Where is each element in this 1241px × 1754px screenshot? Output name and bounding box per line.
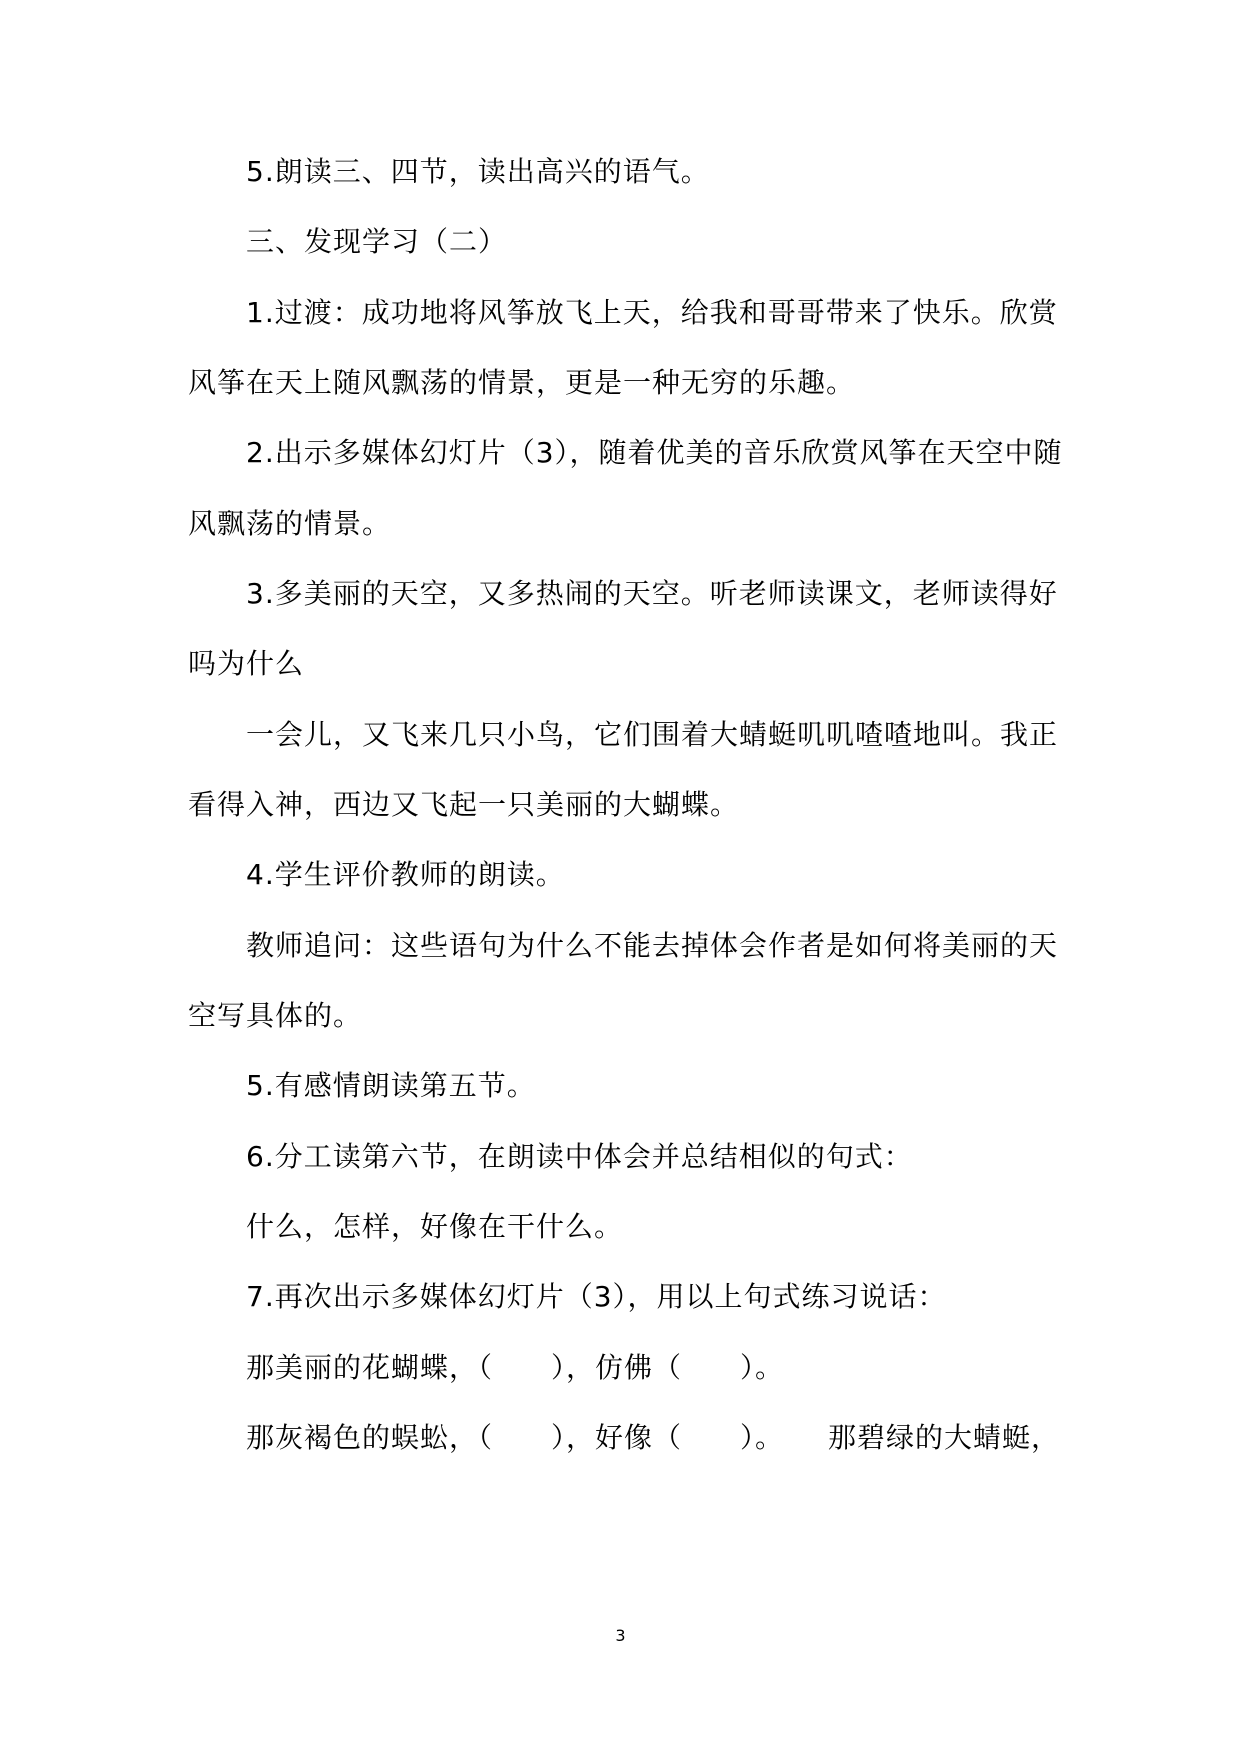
- page-number: 3: [615, 1626, 626, 1645]
- paragraph-line: 那灰褐色的蜈蚣，（ ），好像（ ）。 那碧绿的大蜻蜓，: [246, 1421, 1061, 1454]
- paragraph-line: 5.有感情朗读第五节。: [246, 1069, 536, 1102]
- paragraph-line: 3.多美丽的天空，又多热闹的天空。听老师读课文，老师读得好: [246, 577, 1058, 610]
- paragraph-line: 教师追问：这些语句为什么不能去掉体会作者是如何将美丽的天: [246, 929, 1059, 962]
- section-heading: 三、发现学习（二）: [246, 225, 508, 258]
- paragraph-line: 风筝在天上随风飘荡的情景，更是一种无穷的乐趣。: [188, 366, 856, 399]
- paragraph-line: 那美丽的花蝴蝶，（ ），仿佛（ ）。: [246, 1351, 785, 1384]
- paragraph-line: 5.朗读三、四节，读出高兴的语气。: [246, 155, 710, 188]
- paragraph-line: 空写具体的。: [188, 999, 363, 1032]
- paragraph-line: 吗为什么: [188, 647, 305, 680]
- paragraph-line: 4.学生评价教师的朗读。: [246, 858, 565, 891]
- paragraph-line: 2.出示多媒体幻灯片（3），随着优美的音乐欣赏风筝在天空中随: [246, 436, 1063, 469]
- paragraph-line: 什么，怎样，好像在干什么。: [246, 1210, 624, 1243]
- paragraph-line: 1.过渡：成功地将风筝放飞上天，给我和哥哥带来了快乐。欣赏: [246, 296, 1058, 329]
- paragraph-line: 风飘荡的情景。: [188, 507, 392, 540]
- paragraph-line: 7.再次出示多媒体幻灯片（3），用以上句式练习说话：: [246, 1280, 947, 1313]
- paragraph-line: 6.分工读第六节，在朗读中体会并总结相似的句式：: [246, 1140, 913, 1173]
- paragraph-line: 一会儿，又飞来几只小鸟，它们围着大蜻蜓叽叽喳喳地叫。我正: [246, 718, 1059, 751]
- paragraph-line: 看得入神，西边又飞起一只美丽的大蝴蝶。: [188, 788, 740, 821]
